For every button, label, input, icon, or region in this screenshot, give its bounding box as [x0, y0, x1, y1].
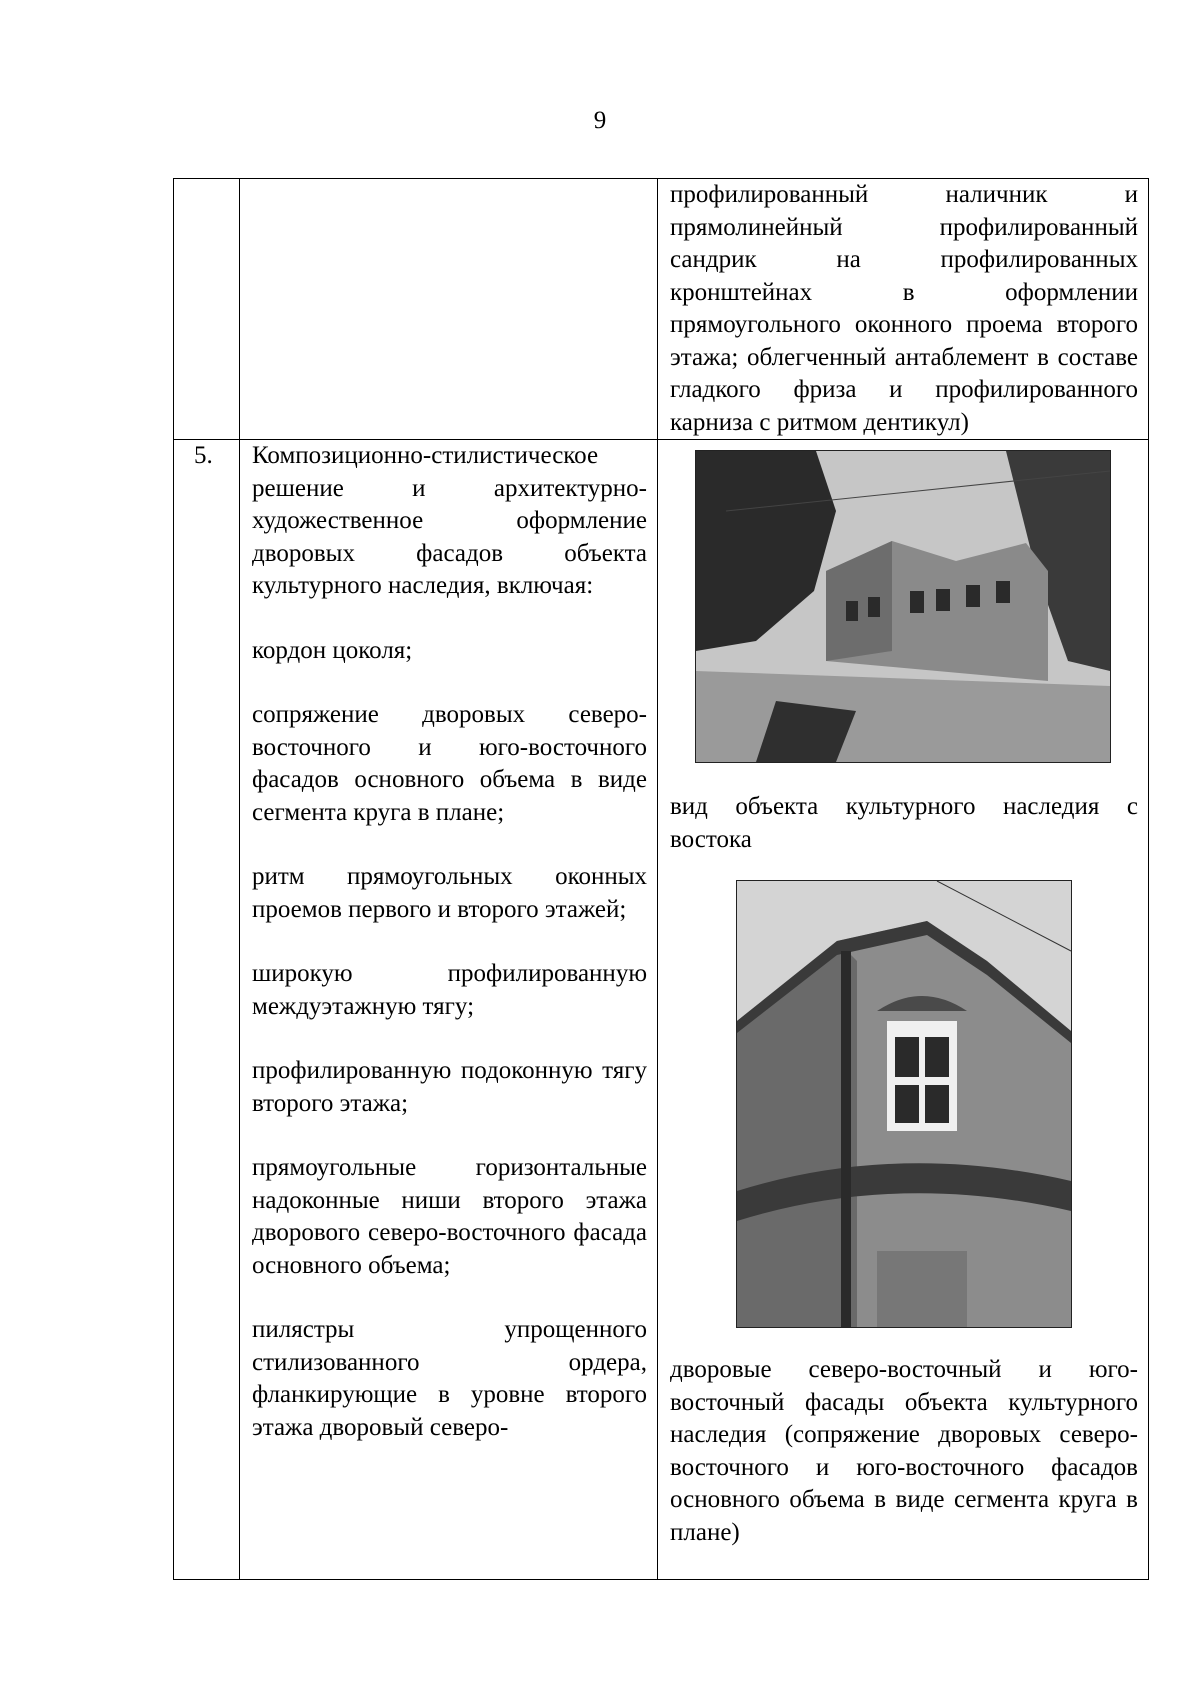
photo-caption: вид объекта культурного наследия с востока — [670, 793, 1138, 853]
row-number: 5. — [194, 442, 213, 469]
cell-photos — [658, 440, 1149, 1580]
cell-continuation-text — [658, 179, 1149, 440]
table-row-5 — [174, 440, 1149, 1580]
feature-item: кордон цоколя; — [252, 636, 413, 664]
courtyard-facades-photo-image — [737, 881, 1071, 1327]
photo-east-view — [695, 450, 1111, 763]
feature-item: прямоугольные горизонтальные надоконные ниши второго этажа дворового северо-восточного фасада основного объема; — [252, 1154, 647, 1279]
page-number: 9 — [593, 107, 607, 134]
cell-features — [240, 440, 658, 1580]
building-east-photo-image — [696, 451, 1110, 762]
feature-item: пилястры упрощенного стилизованного ордера, фланкирующие в уровне второго этажа дворовый северо- — [252, 1316, 647, 1441]
feature-item: широкую профилированную междуэтажную тягу; — [252, 960, 647, 1020]
feature-item: профилированную подоконную тягу второго этажа; — [252, 1057, 647, 1117]
feature-item: ритм прямоугольных оконных проемов первого и второго этажей; — [252, 863, 647, 923]
cell-number-empty — [174, 179, 240, 440]
photo-courtyard-facades — [736, 880, 1072, 1328]
cell-description-empty — [240, 179, 658, 440]
heritage-table — [173, 178, 1149, 1580]
cell-row-number — [174, 440, 240, 1580]
continuation-text: профилированный наличник и прямолинейный профилированный сандрик на профилированных кронштейнах в оформлении прямоугольного оконного проема второго этажа; облегченный антаблемент в составе гладкого фриза и профилированного карниза с ритмом дентикул) — [670, 181, 1138, 436]
features-title: Композиционно-стилистическое решение и архитектурно-художественное оформление дворовых фасадов объекта культурного наследия, включая: — [252, 442, 647, 599]
feature-item: сопряжение дворовых северо-восточного и юго-восточного фасадов основного объема в виде сегмента круга в плане; — [252, 701, 647, 826]
photo-caption: дворовые северо-восточный и юго-восточный фасады объекта культурного наследия (сопряжение дворовых северо-восточного и юго-восточного фасадов основного объема в виде сегмента круга в плане) — [670, 1356, 1138, 1546]
table-row-continuation — [174, 179, 1149, 440]
